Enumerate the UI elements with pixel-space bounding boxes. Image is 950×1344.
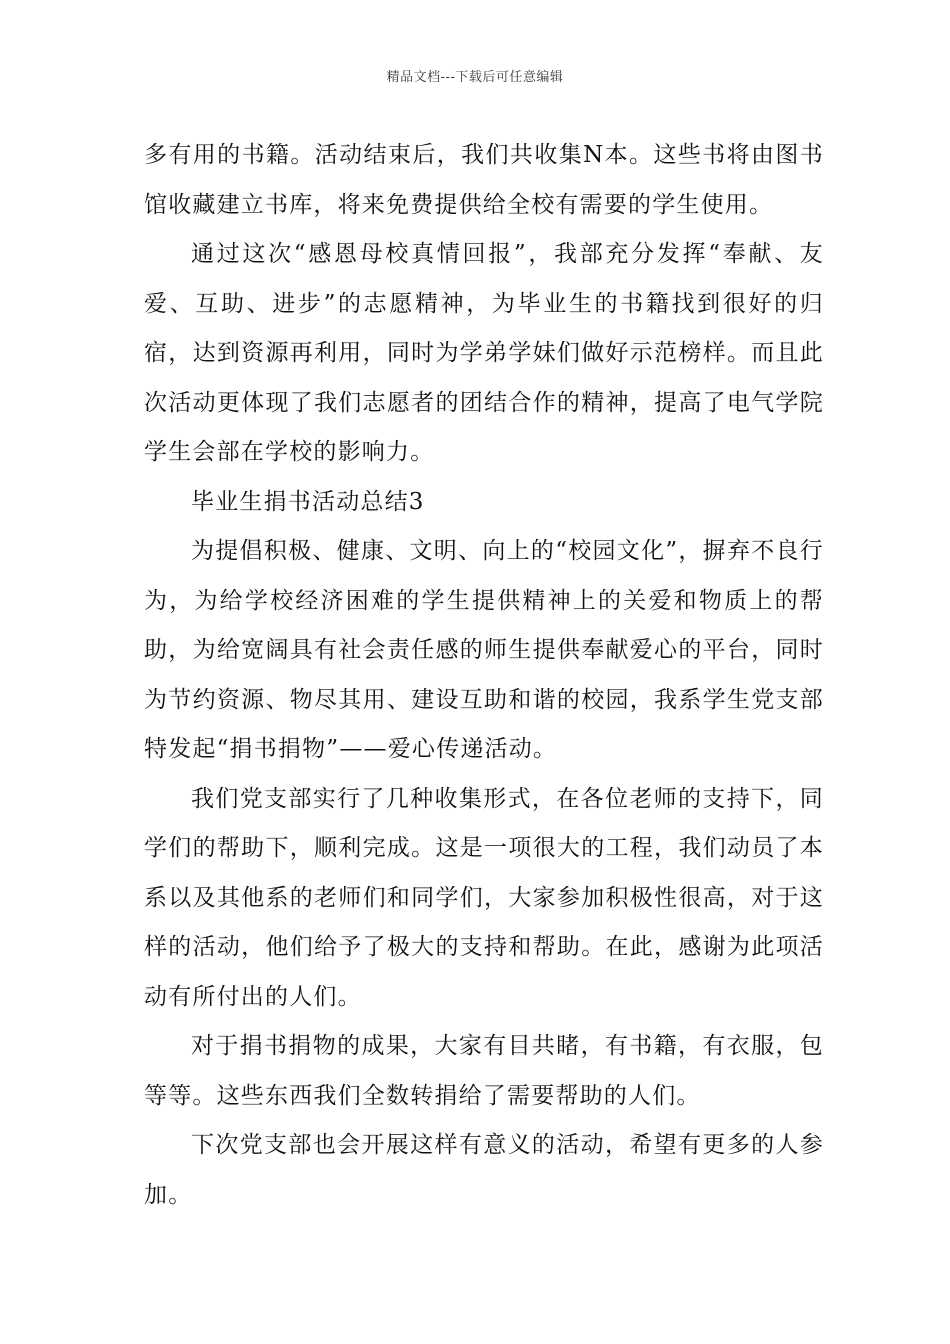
paragraph-2: 通过这次“感恩母校真情回报”，我部充分发挥“奉献、友爱、互助、进步”的志愿精神，为毕业生的书籍找到很好的归宿，达到资源再利用，同时为学弟学妹们做好示范榜样。而且此次活动更体现了我们志愿者的团结合作的精神，提高了电气学院学生会部在学校的影响力。 (144, 241, 824, 465)
page-header: 精品文档---下载后可任意编辑 (386, 70, 564, 85)
paragraph-1: 多有用的书籍。活动结束后，我们共收集N本。这些书将由图书馆收藏建立书库，将来免费提供给全校有需要的学生使用。 (144, 142, 824, 218)
document-body (144, 131, 824, 1220)
paragraph-4: 我们党支部实行了几种收集形式，在各位老师的支持下，同学们的帮助下，顺利完成。这是一项很大的工程，我们动员了本系以及其他系的老师们和同学们，大家参加积极性很高，对于这样的活动，他们给予了极大的支持和帮助。在此，感谢为此项活动有所付出的人们。 (144, 785, 824, 1010)
section-heading: 毕业生捐书活动总结3 (191, 488, 425, 515)
paragraph-5: 对于捐书捐物的成果，大家有目共睹，有书籍，有衣服，包等等。这些东西我们全数转捐给了需要帮助的人们。 (144, 1033, 824, 1109)
paragraph-3: 为提倡积极、健康、文明、向上的“校园文化”，摒弃不良行为，为给学校经济困难的学生提供精神上的关爱和物质上的帮助，为给宽阔具有社会责任感的师生提供奉献爱心的平台，同时为节约资源、物尽其用、建设互助和谐的校园，我系学生党支部特发起“捐书捐物”——爱心传递活动。 (144, 538, 824, 762)
paragraph-6: 下次党支部也会开展这样有意义的活动，希望有更多的人参加。 (144, 1132, 824, 1208)
